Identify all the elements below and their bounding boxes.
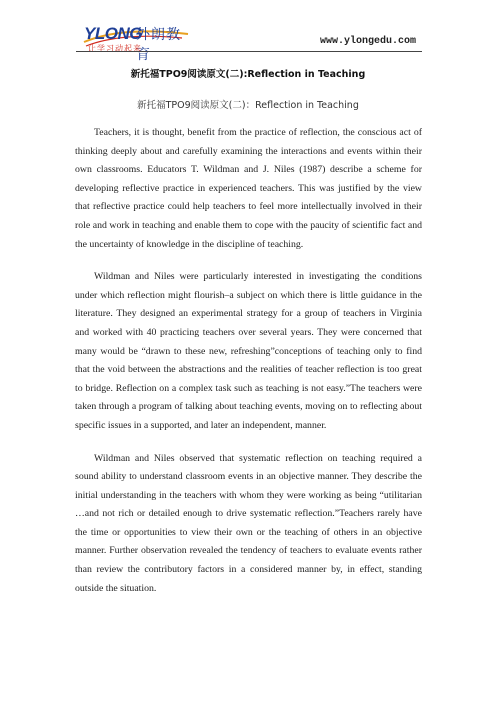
document-body bbox=[75, 124, 422, 612]
header-divider bbox=[76, 51, 422, 52]
paragraph-3: Wildman and Niles observed that systematic reflection on teaching required a sound ability to understand classroom events in an objective manner. They describe the initial understanding in the teachers with whom they were working as being “utilitarian …and not rich or detailed enough to drive systematic reflection.”Teachers rarely have the time or opportunities to view their own or the teaching of others in an objective manner. Further observation revealed the tendency of teachers to evaluate events rather than review the contributory factors in a considered manner by, in effect, standing outside the situation. bbox=[75, 452, 422, 594]
website-url[interactable]: www.ylongedu.com bbox=[319, 36, 416, 47]
ylong-logo bbox=[82, 22, 192, 63]
logo-latin-text: YLONG bbox=[84, 24, 142, 43]
paragraph-1: Teachers, it is thought, benefit from the practice of reflection, the conscious act of thinking deeply about and carefully examining the interactions and events within their own classrooms. Educators T. Wildman and J. Niles (1987) describe a scheme for developing reflective practice in experienced teachers. This was justified by the view that reflective practice could help teachers to feel more intellectually involved in their role and work in teaching and enable them to cope with the paucity of scientific fact and the uncertainty of knowledge in the discipline of teaching. bbox=[75, 127, 422, 250]
logo-chinese-text: 外朗教育 bbox=[136, 27, 181, 63]
logo-slogan: 让学习动起来 bbox=[88, 44, 142, 53]
document-subtitle: 新托福TPO9阅读原文(二)：Reflection in Teaching bbox=[137, 100, 359, 111]
document-title: 新托福TPO9阅读原文(二):Reflection in Teaching bbox=[130, 69, 366, 80]
paragraph-2: Wildman and Niles were particularly interested in investigating the conditions under which reflection might flourish–a subject on which there is little guidance in the literature. They designed an experimental strategy for a group of teachers in Virginia and worked with 40 practicing teachers over several years. They were concerned that many would be “drawn to these new, refreshing”conceptions of teaching only to find that the void between the abstractions and the realities of teacher reflection is too great to bridge. Reflection on a complex task such as teaching is not easy.”The teachers were taken through a program of talking about teaching events, moving on to reflecting about specific issues in a supported, and later an independent, manner. bbox=[75, 271, 422, 431]
page-header bbox=[0, 0, 496, 62]
